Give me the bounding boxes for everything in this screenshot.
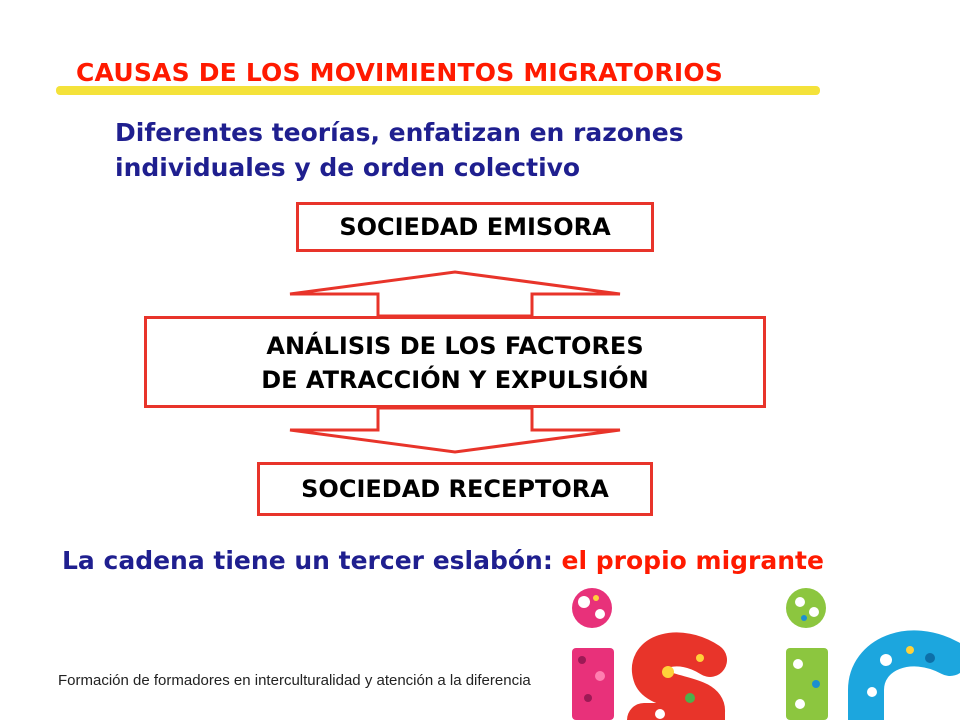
factors-analysis-box bbox=[144, 316, 766, 408]
analysis-line-1: ANÁLISIS DE LOS FACTORES bbox=[266, 332, 644, 360]
conclusion-text bbox=[62, 546, 824, 575]
emitting-society-box: SOCIEDAD EMISORA bbox=[296, 202, 654, 252]
down-arrow bbox=[290, 408, 620, 452]
conclusion-part-1: La cadena tiene un tercer eslabón: bbox=[62, 546, 553, 575]
footer-text: Formación de formadores en interculturalidad y atención a la diferencia bbox=[58, 672, 531, 689]
colorful-dotted-logo bbox=[560, 580, 960, 720]
conclusion-part-2: el propio migrante bbox=[552, 546, 824, 575]
slide-title: CAUSAS DE LOS MOVIMIENTOS MIGRATORIOS bbox=[76, 58, 723, 87]
subtitle-line-1: Diferentes teorías, enfatizan en razones bbox=[115, 118, 684, 147]
subtitle-line-2: individuales y de orden colectivo bbox=[115, 153, 581, 182]
up-arrow bbox=[290, 272, 620, 316]
analysis-line-2: DE ATRACCIÓN Y EXPULSIÓN bbox=[261, 366, 649, 394]
receiving-society-box: SOCIEDAD RECEPTORA bbox=[257, 462, 653, 516]
